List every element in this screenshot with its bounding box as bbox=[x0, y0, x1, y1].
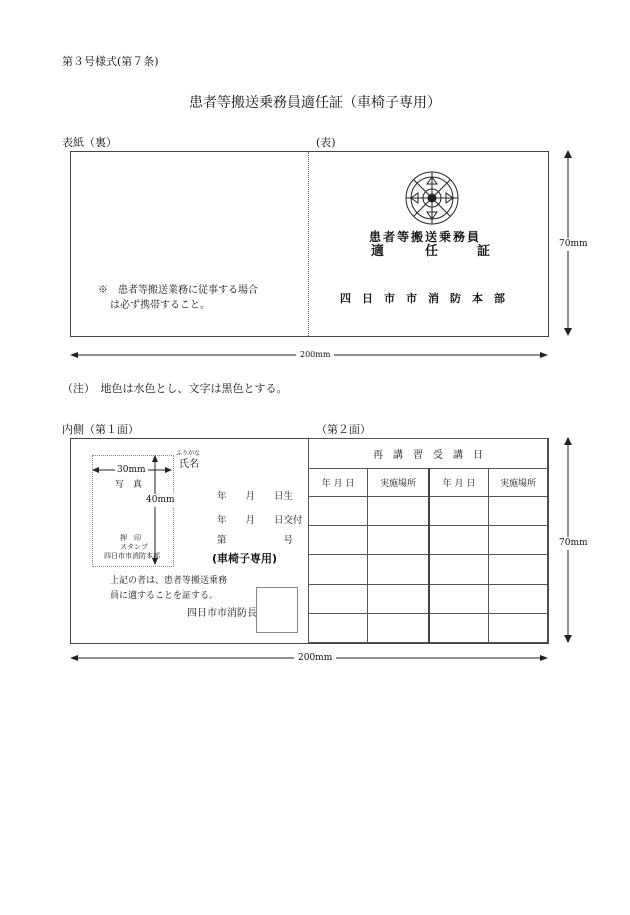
table-row bbox=[309, 497, 548, 526]
birth-date: 年 月 日生 bbox=[217, 491, 294, 502]
furigana-label: ふりがな bbox=[176, 450, 201, 457]
inside-height-label: 70mm bbox=[559, 538, 588, 548]
stamp-line2: スタンプ bbox=[120, 543, 148, 551]
session-header: 再 講 習 受 講 日 bbox=[309, 439, 548, 469]
cert-line1: 上記の者は、患者等搬送乗務 bbox=[110, 576, 228, 586]
page-title: 患者等搬送乗務員適任証（車椅子専用） bbox=[189, 95, 441, 111]
col-place-2: 実施場所 bbox=[489, 469, 548, 497]
fire-chief-label: 四日市市消防長 bbox=[187, 608, 257, 619]
stamp-line3: 四日市市消防本部 bbox=[104, 552, 160, 560]
color-note: （注） 地色は水色とし、文字は黒色とする。 bbox=[62, 382, 288, 395]
table-row bbox=[309, 613, 548, 642]
cover-fold-line bbox=[308, 152, 309, 336]
cover-front-title-line1: 患者等搬送乗務員 bbox=[369, 230, 482, 244]
cover-front-title-line2-c: 証 bbox=[477, 244, 491, 259]
license-number: 第 号 bbox=[217, 535, 294, 546]
fire-department-emblem-icon bbox=[404, 170, 460, 226]
cover-height-label: 70mm bbox=[559, 239, 588, 249]
inside-width-label: 200mm bbox=[294, 654, 336, 663]
table-row bbox=[309, 555, 548, 584]
photo-height-arrow bbox=[150, 455, 160, 565]
cover-front-label: (表) bbox=[316, 136, 336, 149]
table-row bbox=[309, 526, 548, 555]
cover-front-org: 四 日 市 市 消 防 本 部 bbox=[340, 292, 505, 305]
cover-back-note-line1: ※ 患者等搬送業務に従事する場合 bbox=[98, 285, 258, 296]
inside-page2-label: （第２面） bbox=[316, 423, 371, 436]
cover-back-note-line2: は必ず携帯すること。 bbox=[110, 300, 210, 311]
photo-width-label: 30mm bbox=[117, 465, 146, 475]
inside-page1-label: 内側（第１面） bbox=[62, 423, 139, 436]
stamp-line1: 押 印 bbox=[120, 534, 141, 542]
col-place-1: 実施場所 bbox=[368, 469, 430, 497]
photo-height-label: 40mm bbox=[146, 495, 175, 505]
cover-front-title-line2-b: 任 bbox=[425, 244, 439, 259]
wheelchair-only-label: (車椅子専用) bbox=[212, 552, 278, 565]
col-date-2: 年 月 日 bbox=[429, 469, 489, 497]
cover-width-label: 200mm bbox=[296, 351, 334, 359]
table-row bbox=[309, 584, 548, 613]
name-label: 氏名 bbox=[179, 459, 199, 470]
cover-front-title-line2-a: 適 bbox=[371, 244, 385, 259]
retraining-table bbox=[308, 438, 548, 643]
photo-label: 写 真 bbox=[115, 480, 143, 490]
cover-back-label: 表紙（裏） bbox=[62, 136, 117, 149]
issue-date: 年 月 日交付 bbox=[217, 515, 303, 526]
cert-line2: 員に適することを証する。 bbox=[110, 591, 219, 601]
col-date-1: 年 月 日 bbox=[309, 469, 368, 497]
form-number: 第３号様式(第７条) bbox=[62, 55, 159, 68]
official-seal-box bbox=[256, 587, 298, 633]
